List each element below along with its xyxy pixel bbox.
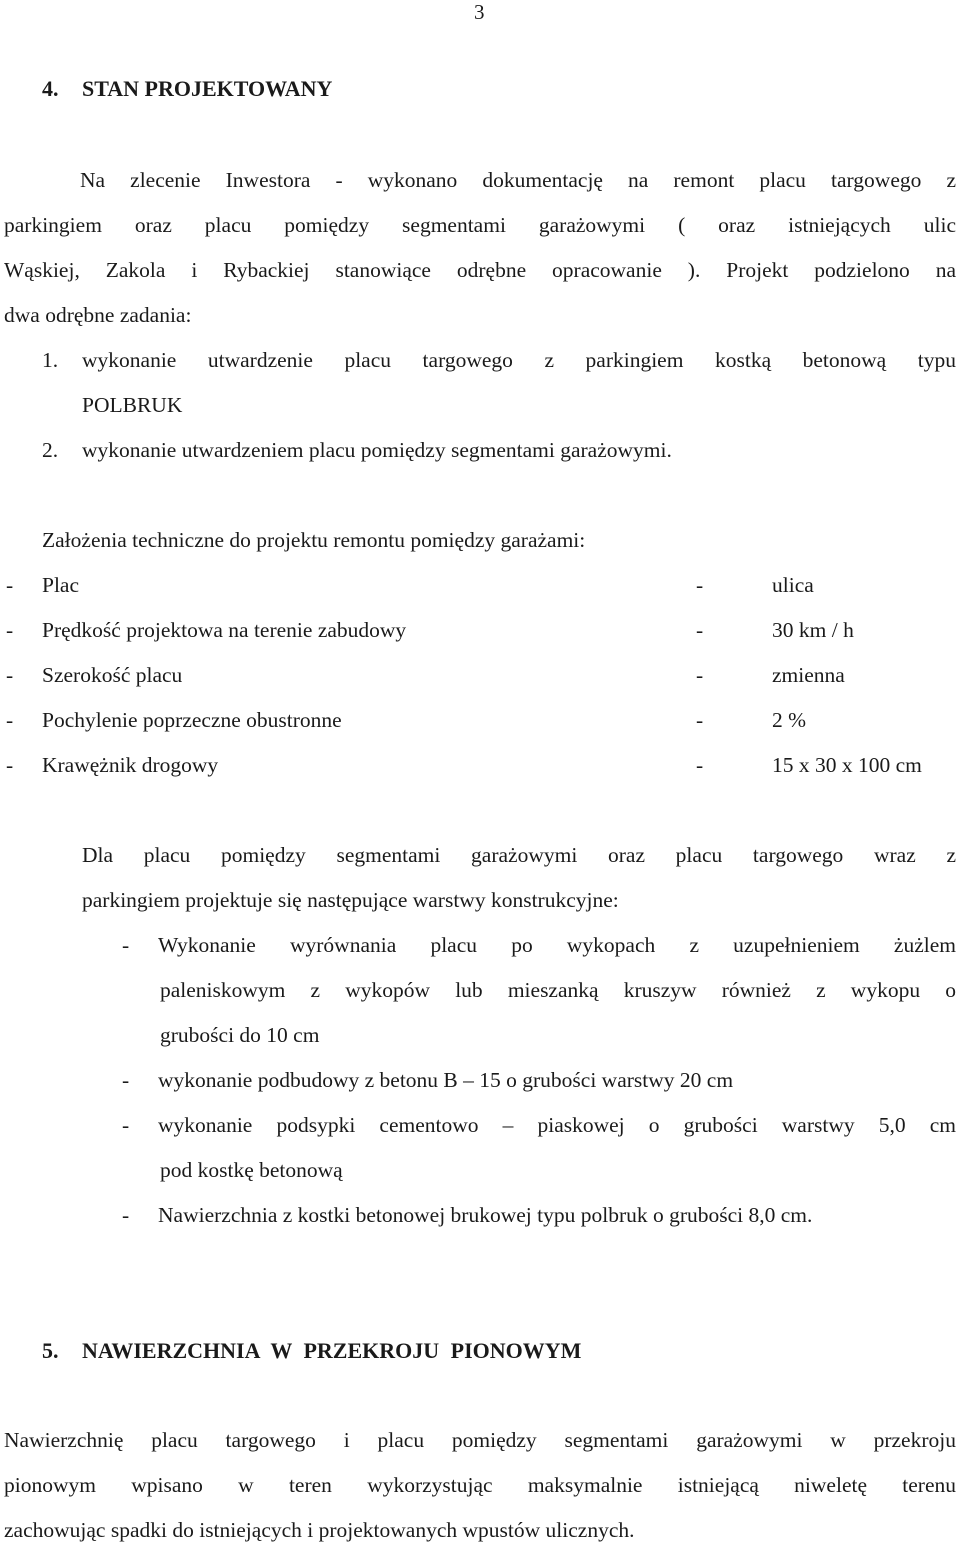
- intro-line-3: Wąskiej, Zakola i Rybackiej stanowiące odrębne opracowanie ). Projekt podzielono na: [4, 258, 956, 282]
- assumption-dash: -: [6, 708, 14, 732]
- assumption-label: Szerokość placu: [42, 663, 183, 687]
- assumption-row: [0, 618, 960, 648]
- layers-intro-line-2: parkingiem projektuje się następujące warstwy konstrukcyjne:: [82, 888, 619, 912]
- task-1-text: wykonanie utwardzenie placu targowego z parkingiem kostką betonową typu: [82, 348, 956, 372]
- layers-intro-line-1: Dla placu pomiędzy segmentami garażowymi oraz placu targowego wraz z: [82, 843, 956, 867]
- assumptions-title: Założenia techniczne do projektu remontu pomiędzy garażami:: [42, 528, 586, 552]
- assumption-value: 15 x 30 x 100 cm: [772, 753, 922, 777]
- assumption-value: 30 km / h: [772, 618, 854, 642]
- section-5-line-2: pionowym wpisano w teren wykorzystując maksymalnie istniejącą niweletę terenu: [4, 1473, 956, 1497]
- layer-2-line-1: wykonanie podbudowy z betonu B – 15 o grubości warstwy 20 cm: [158, 1068, 734, 1092]
- assumption-value: 2 %: [772, 708, 807, 732]
- assumption-dash: -: [6, 618, 14, 642]
- assumption-separator: -: [696, 753, 704, 777]
- assumption-dash: -: [6, 663, 14, 687]
- section-5-line-3: zachowując spadki do istniejących i projektowanych wpustów ulicznych.: [4, 1518, 635, 1542]
- assumption-row: [0, 753, 960, 783]
- assumption-label: Pochylenie poprzeczne obustronne: [42, 708, 342, 732]
- assumption-dash: -: [6, 573, 14, 597]
- layer-1-dash: -: [122, 933, 130, 957]
- assumption-row: [0, 663, 960, 693]
- layer-1-line-2: paleniskowym z wykopów lub mieszanką kruszyw również z wykopu o: [160, 978, 956, 1002]
- layer-3-line-1: wykonanie podsypki cementowo – piaskowej o grubości warstwy 5,0 cm: [158, 1113, 956, 1137]
- layer-3-dash: -: [122, 1113, 130, 1137]
- intro-line-2: parkingiem oraz placu pomiędzy segmentami garażowymi ( oraz istniejących ulic: [4, 213, 956, 237]
- section-4-title: STAN PROJEKTOWANY: [82, 76, 333, 101]
- assumption-separator: -: [696, 573, 704, 597]
- task-2-text: wykonanie utwardzeniem placu pomiędzy segmentami garażowymi.: [82, 438, 672, 462]
- intro-line-4: dwa odrębne zadania:: [4, 303, 192, 327]
- layer-4-dash: -: [122, 1203, 130, 1227]
- task-1-number: 1.: [42, 348, 59, 372]
- layer-3-line-2: pod kostkę betonową: [160, 1158, 343, 1182]
- assumption-label: Prędkość projektowa na terenie zabudowy: [42, 618, 407, 642]
- assumption-label: Krawężnik drogowy: [42, 753, 219, 777]
- assumption-value: zmienna: [772, 663, 845, 687]
- section-5-number: 5.: [42, 1338, 59, 1363]
- intro-line-1: Na zlecenie Inwestora - wykonano dokumentację na remont placu targowego z: [80, 168, 956, 192]
- assumption-value: ulica: [772, 573, 814, 597]
- section-4-number: 4.: [42, 76, 59, 101]
- layer-1-line-1: Wykonanie wyrównania placu po wykopach z uzupełnieniem żużlem: [158, 933, 956, 957]
- layer-1-line-3: grubości do 10 cm: [160, 1023, 320, 1047]
- section-5-line-1: Nawierzchnię placu targowego i placu pomiędzy segmentami garażowymi w przekroju: [4, 1428, 956, 1452]
- assumption-row: [0, 708, 960, 738]
- task-1-text-cont: POLBRUK: [82, 393, 183, 417]
- section-5-title: NAWIERZCHNIA W PRZEKROJU PIONOWYM: [82, 1338, 582, 1363]
- layer-2-dash: -: [122, 1068, 130, 1092]
- assumption-row: [0, 573, 960, 603]
- assumption-dash: -: [6, 753, 14, 777]
- page-number: 3: [474, 0, 485, 24]
- layer-4-line-1: Nawierzchnia z kostki betonowej brukowej typu polbruk o grubości 8,0 cm.: [158, 1203, 813, 1227]
- assumption-separator: -: [696, 663, 704, 687]
- task-2-number: 2.: [42, 438, 59, 462]
- assumption-label: Plac: [42, 573, 80, 597]
- assumption-separator: -: [696, 708, 704, 732]
- assumption-separator: -: [696, 618, 704, 642]
